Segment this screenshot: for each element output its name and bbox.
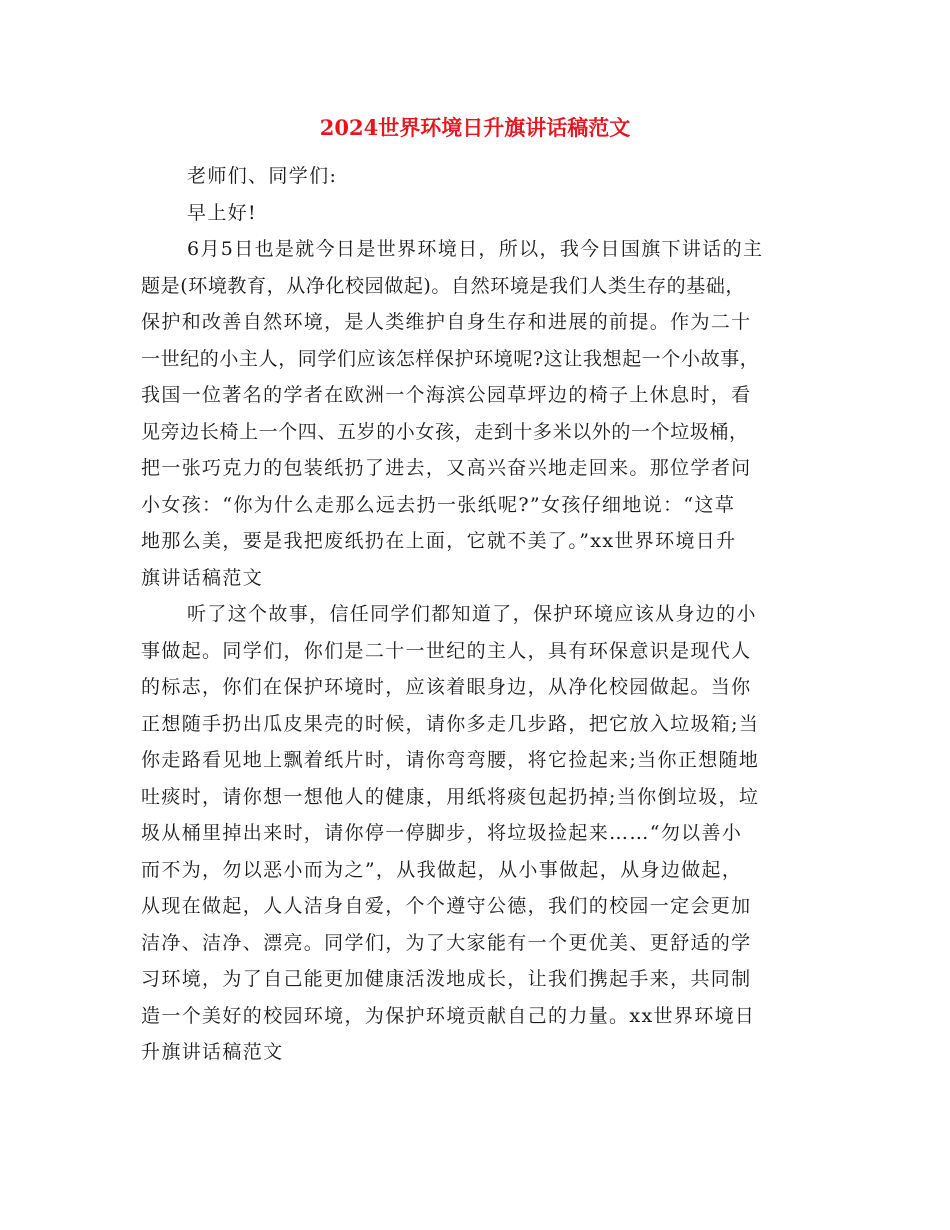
document-title: 2024世界环境日升旗讲话稿范文 <box>319 115 631 140</box>
salutation-line: 老师们、同学们: <box>187 165 338 187</box>
paragraph-2-line: 的标志，你们在保护环境时，应该着眼身边，从净化校园做起。当你 <box>141 676 752 698</box>
paragraph-2-line: 而不为，勿以恶小而为之”，从我做起，从小事做起，从身边做起， <box>141 858 743 881</box>
paragraph-1-line: 保护和改善自然环境，是人类维护自身生存和进展的前提。作为二十 <box>141 311 752 333</box>
paragraph-2-line: 圾从桶里掉出来时，请你停一停脚步，将垃圾捡起来……“勿以善小 <box>141 822 743 844</box>
paragraph-2-line: 造一个美好的校园环境，为保护环境贡献自己的力量。xx世界环境日 <box>141 1004 756 1027</box>
paragraph-1-line: 见旁边长椅上一个四、五岁的小女孩，走到十多米以外的一个垃圾桶， <box>141 420 749 443</box>
paragraph-2-line: 洁净、洁净、漂亮。同学们，为了大家能有一个更优美、更舒适的学 <box>141 931 752 954</box>
paragraph-2-line: 正想随手扔出瓜皮果壳的时候，请你多走几步路，把它放入垃圾箱;当 <box>141 712 760 735</box>
paragraph-1-line: 地那么美，要是我把废纸扔在上面，它就不美了。”xx世界环境日升 <box>141 530 737 552</box>
paragraph-2-line: 从现在做起，人人洁身自爱，个个遵守公德，我们的校园一定会更加 <box>141 895 752 917</box>
paragraph-1-line: 小女孩：“你为什么走那么远去扔一张纸呢?”女孩仔细地说：“这草 <box>141 493 736 516</box>
paragraph-2-line: 事做起。同学们，你们是二十一世纪的主人，具有环保意识是现代人 <box>141 639 752 662</box>
paragraph-1-line: 一世纪的小主人，同学们应该怎样保护环境呢?这让我想起一个小故事， <box>141 347 760 370</box>
greeting-line: 早上好! <box>187 201 258 224</box>
paragraph-1-line: 把一张巧克力的包装纸扔了进去，又高兴奋兴地走回来。那位学者问 <box>141 457 752 479</box>
paragraph-1-line: 旗讲话稿范文 <box>141 566 264 589</box>
document-body <box>141 158 813 1071</box>
paragraph-2-line: 习环境，为了自己能更加健康活泼地成长，让我们携起手来，共同制 <box>141 968 752 990</box>
paragraph-1-line: 我国一位著名的学者在欧洲一个海滨公园草坪边的椅子上休息时，看 <box>141 384 752 406</box>
paragraph-2-line: 吐痰时，请你想一想他人的健康，用纸将痰包起扔掉;当你倒垃圾，垃 <box>141 785 760 808</box>
paragraph-1-line: 题是(环境教育，从净化校园做起)。自然环境是我们人类生存的基础， <box>141 274 746 297</box>
paragraph-2-line: 升旗讲话稿范文 <box>141 1041 284 1063</box>
paragraph-1-line: 6月5日也是就今日是世界环境日，所以，我今日国旗下讲话的主 <box>187 238 764 260</box>
paragraph-2-line: 你走路看见地上飘着纸片时，请你弯弯腰，将它捡起来;当你正想随地 <box>141 749 760 771</box>
paragraph-2-line: 听了这个故事，信任同学们都知道了，保护环境应该从身边的小 <box>187 603 757 625</box>
